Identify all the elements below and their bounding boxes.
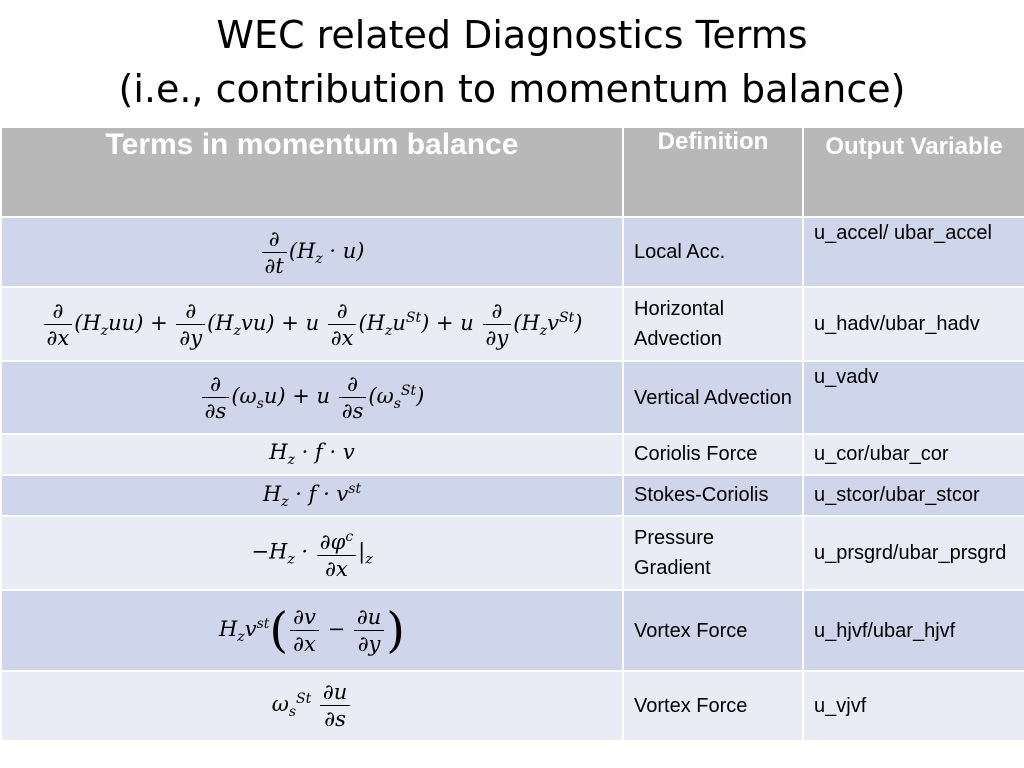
formula-local-acc: $\frac{\partial}{\partial t}$ $(H_z \cdot u)$ [1, 217, 623, 287]
output-variable-cell: u_cor/ubar_cor [803, 434, 1024, 475]
output-variable-cell: u_prsgrd/ubar_prsgrd [803, 516, 1024, 590]
formula-vortex-force-vertical: $\omega_s^{St}$ $\frac{\partial u}{\partial s}$ [1, 671, 623, 741]
table-row [1, 590, 1024, 670]
formula-vortex-force-horizontal: $H_zv^{st}$( $\frac{\partial v}{\partial x}$ − $\frac{\partial u}{\partial y}$ ) [1, 590, 623, 670]
table-row [1, 217, 1024, 287]
output-variable-cell: u_stcor/ubar_stcor [803, 475, 1024, 516]
formula-vertical-advection: $\frac{\partial}{\partial s}$ $(\omega_su) + u$ $\frac{\partial}{\partial s}$ $(\omega_s^{St})$ [1, 361, 623, 433]
definition-cell: Stokes-Coriolis [623, 475, 803, 516]
header-output: Output Variable [803, 127, 1024, 217]
title-line-2: (i.e., contribution to momentum balance) [118, 67, 906, 111]
title-line-1: WEC related Diagnostics Terms [216, 13, 808, 57]
definition-cell: Horizontal Advection [623, 287, 803, 361]
output-variable-cell: u_accel/ ubar_accel [803, 217, 1024, 287]
definition-cell: Coriolis Force [623, 434, 803, 475]
table-header-row [1, 127, 1024, 217]
formula-coriolis: $H_z \cdot f \cdot v$ [1, 434, 623, 475]
formula-pressure-gradient: $-H_z$ · $\frac{\partial\varphi^c}{\partial x}$ $|_z$ [1, 516, 623, 590]
formula-stokes-coriolis: $H_z \cdot f \cdot v^{st}$ [1, 475, 623, 516]
definition-cell: Local Acc. [623, 217, 803, 287]
output-variable-cell: u_vadv [803, 361, 1024, 433]
momentum-terms-table [0, 126, 1024, 742]
formula-horizontal-advection: $\frac{\partial}{\partial x}$ $(H_zuu)$ + $\frac{\partial}{\partial y}$ $(H_zvu) + u$ $\frac{\partial}{\partial x}$ $(H_zu^{St}) + u$ $\frac{\partial}{\partial y}$ $(H_zv^{St})$ [1, 287, 623, 361]
definition-cell: Vertical Advection [623, 361, 803, 433]
slide-title [0, 8, 1024, 116]
output-variable-cell: u_vjvf [803, 671, 1024, 741]
table-row [1, 671, 1024, 741]
output-variable-cell: u_hadv/ubar_hadv [803, 287, 1024, 361]
table-row [1, 475, 1024, 516]
table-row [1, 516, 1024, 590]
definition-cell: Vortex Force [623, 590, 803, 670]
output-variable-cell: u_hjvf/ubar_hjvf [803, 590, 1024, 670]
table-row [1, 434, 1024, 475]
table-row [1, 287, 1024, 361]
header-definition: Definition [623, 127, 803, 217]
definition-cell: Pressure Gradient [623, 516, 803, 590]
table-row [1, 361, 1024, 433]
definition-cell: Vortex Force [623, 671, 803, 741]
header-terms: Terms in momentum balance [1, 127, 623, 217]
